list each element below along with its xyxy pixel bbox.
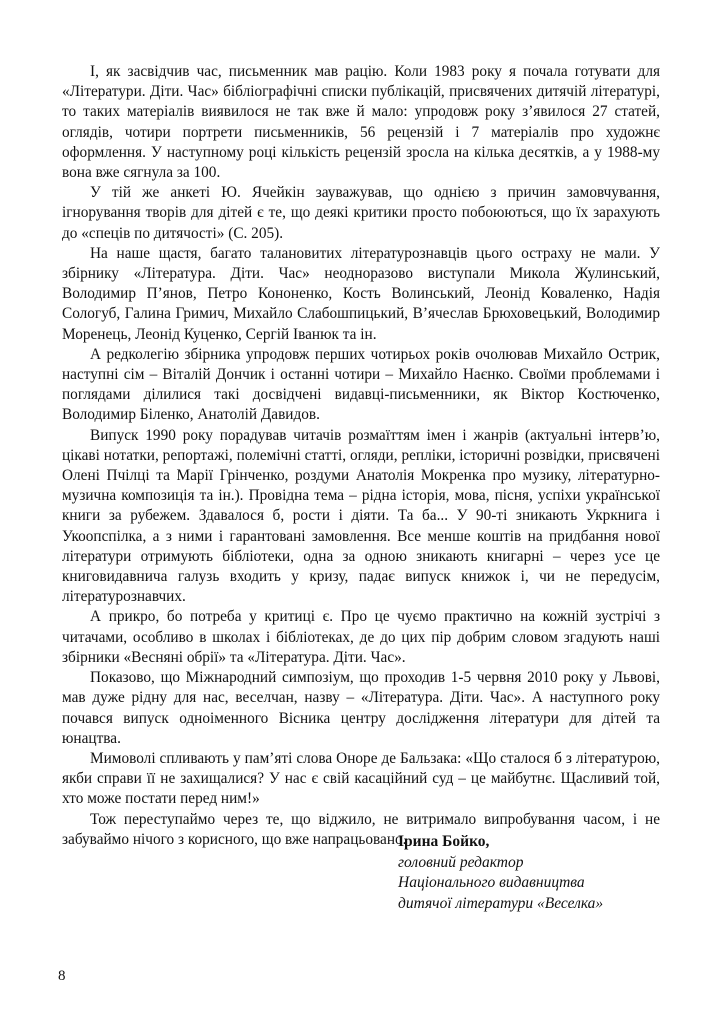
paragraph: Показово, що Міжнародний симпозіум, що проходив 1-5 червня 2010 року у Львові, мав дуже рідну для нас, веселчан, назву – «Література. Діти. Час». А наступного року почався випуск одноіменного Вісника центру дослідження літератури для дітей та юнацтва.: [62, 669, 660, 747]
paragraph: І, як засвідчив час, письменник мав рацію. Коли 1983 року я почала готувати для «Літератури. Діти. Час» бібліографічні списки публікацій, присвячених дитячій літературі, то таких матеріалів виявилося не так вже й мало: упродовж року з’явилося 27 статей, оглядів, чотири портрети письменників, 56 рецензій і 7 матеріалів про художнє оформлення. У наступному році кількість рецензій зросла на кілька десятків, а у 1988-му вона вже сягнула за 100.: [62, 63, 660, 182]
paragraph: А редколегію збірника упродовж перших чотирьох років очолював Михайло Острик, наступні сім – Віталій Дончик і останні чотири – Михайло Наєнко. Своїми проблемами і поглядами ділилися такі досвідчені видавці-письменники, як Віктор Костюченко, Володимир Біленко, Анатолій Давидов.: [62, 345, 660, 424]
author-name: Ірина Бойко,: [398, 833, 490, 850]
article-body: [62, 62, 660, 850]
author-signature: [398, 832, 698, 914]
author-organization-name: дитячої літератури «Веселка»: [398, 894, 604, 912]
author-position: головний редактор: [398, 853, 524, 871]
author-organization: Національного видавництва: [398, 874, 585, 891]
paragraph: Тож переступаймо через те, що віджило, не витримало випробування часом, і не забуваймо нічого з корисного, що вже напрацьовано.: [62, 810, 660, 848]
paragraph: У тій же анкеті Ю. Ячейкін зауважував, що однією з причин замовчування, ігнорування творів для дітей є те, що деякі критики просто побоюються, що їх зарахують до «спеців по дитячості» (С. 205).: [62, 184, 660, 242]
paragraph: А прикро, бо потреба у критиці є. Про це чуємо практично на кожній зустрічі з читачами, особливо в школах і бібліотеках, де до цих пір добрим словом згадують наші збірники «Весняні обрії» та «Література. Діти. Час».: [62, 608, 660, 666]
paragraph: Випуск 1990 року порадував читачів розмаїттям імен і жанрів (актуальні інтерв’ю, цікаві нотатки, репортажі, полемічні статті, огляди, репліки, історичні розвідки, присвячені Олені Пчілці та Марії Грінченко, роздуми Анатолія Мокренка про музику, літературно-музична композиція та ін.). Провідна тема – рідна історія, мова, пісня, успіхи української книги за рубежем. Здавалося б, рости і діяти. Та ба... У 90-ті зникають Укркнига і Укоопспілка, а з ними і гарантовані замовлення. Все менше коштів на придбання нової літератури отримують бібліотеки, одна за одною зникають книгарні – через усе це книговидавнича галузь входить у кризу, падає випуск книжок і, чи не передусім, літературознавчих.: [62, 426, 660, 606]
paragraph: Мимоволі спливають у пам’яті слова Оноре де Бальзака: «Що сталося б з літературою, якби справи її не захищалися? У нас є свій касаційний суд – це майбутнє. Щасливий той, хто може постати перед ним!»: [62, 749, 660, 808]
paragraph: На наше щастя, багато талановитих літературознавців цього остраху не мали. У збірнику «Література. Діти. Час» неодноразово виступали Микола Жулинський, Володимир П’янов, Петро Кононенко, Кость Волинський, Леонід Коваленко, Надія Сологуб, Галина Гримич, Михайло Слабошпицький, В’ячеслав Брюховецький, Володимир Моренець, Леонід Куценко, Сергій Іванюк та ін.: [62, 244, 660, 343]
page-number: 8: [58, 968, 66, 984]
